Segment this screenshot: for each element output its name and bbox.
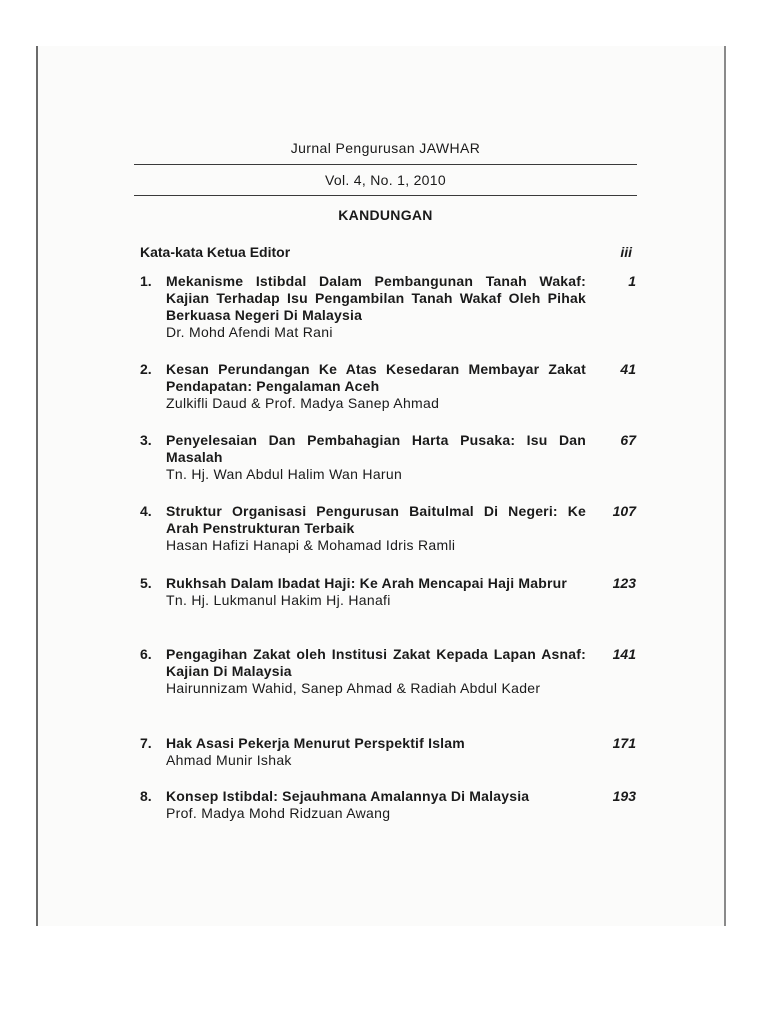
entry-author: Tn. Hj. Wan Abdul Halim Wan Harun	[166, 466, 403, 482]
entry-number: 3.	[140, 432, 152, 448]
entry-author: Tn. Hj. Lukmanul Hakim Hj. Hanafi	[166, 592, 391, 608]
entry-page-number: 123	[612, 575, 636, 591]
entry-author: Dr. Mohd Afendi Mat Rani	[166, 324, 333, 340]
entry-author: Hairunnizam Wahid, Sanep Ahmad & Radiah Abdul Kader	[166, 680, 541, 696]
entry-title: Penyelesaian Dan Pembahagian Harta Pusaka: Isu Dan Masalah	[166, 432, 586, 465]
header-rule-bottom	[134, 195, 637, 196]
entry-page-number: 1	[628, 273, 636, 289]
toc-entry	[140, 788, 636, 822]
entry-page-number: 193	[612, 788, 636, 804]
entry-author: Zulkifli Daud & Prof. Madya Sanep Ahmad	[166, 395, 440, 411]
entry-title: Konsep Istibdal: Sejauhmana Amalannya Di Malaysia	[166, 788, 530, 804]
journal-title: Jurnal Pengurusan JAWHAR	[290, 140, 481, 156]
entry-title: Kesan Perundangan Ke Atas Kesedaran Membayar Zakat Pendapatan: Pengalaman Aceh	[166, 361, 586, 394]
entry-number: 8.	[140, 788, 152, 804]
entry-number: 4.	[140, 503, 152, 519]
toc-entry	[140, 503, 636, 554]
toc-entry	[140, 361, 636, 412]
entry-author: Hasan Hafizi Hanapi & Mohamad Idris Ramli	[166, 537, 456, 553]
entry-author: Prof. Madya Mohd Ridzuan Awang	[166, 805, 391, 821]
header-rule-top	[134, 164, 637, 165]
entry-title: Hak Asasi Pekerja Menurut Perspektif Islam	[166, 735, 465, 751]
entry-page-number: 171	[612, 735, 636, 751]
entry-number: 2.	[140, 361, 152, 377]
page-left-edge	[36, 46, 38, 926]
toc-foreword	[140, 244, 632, 260]
toc-entry	[140, 575, 636, 609]
volume-info: Vol. 4, No. 1, 2010	[325, 172, 446, 188]
foreword-page-number: iii	[620, 244, 632, 260]
toc-entry	[140, 646, 636, 697]
entry-number: 6.	[140, 646, 152, 662]
entry-page-number: 141	[612, 646, 636, 662]
entry-page-number: 41	[620, 361, 636, 377]
contents-heading: KANDUNGAN	[338, 207, 433, 223]
entry-author: Ahmad Munir Ishak	[166, 752, 292, 768]
entry-title: Struktur Organisasi Pengurusan Baitulmal Di Negeri: Ke Arah Penstrukturan Terbaik	[166, 503, 586, 536]
toc-entry	[140, 735, 636, 769]
entry-number: 7.	[140, 735, 152, 751]
toc-entry	[140, 432, 636, 483]
entry-title: Rukhsah Dalam Ibadat Haji: Ke Arah Mencapai Haji Mabrur	[166, 575, 568, 591]
foreword-title: Kata-kata Ketua Editor	[140, 244, 291, 260]
entry-page-number: 107	[612, 503, 636, 519]
entry-title: Pengagihan Zakat oleh Institusi Zakat Kepada Lapan Asnaf: Kajian Di Malaysia	[166, 646, 586, 679]
entry-number: 1.	[140, 273, 152, 289]
page-right-edge	[724, 46, 726, 926]
entry-title: Mekanisme Istibdal Dalam Pembangunan Tanah Wakaf: Kajian Terhadap Isu Pengambilan Tanah Wakaf Oleh Pihak Berkuasa Negeri Di Malaysia	[166, 273, 586, 323]
toc-entry	[140, 273, 636, 341]
entry-number: 5.	[140, 575, 152, 591]
entry-page-number: 67	[620, 432, 636, 448]
